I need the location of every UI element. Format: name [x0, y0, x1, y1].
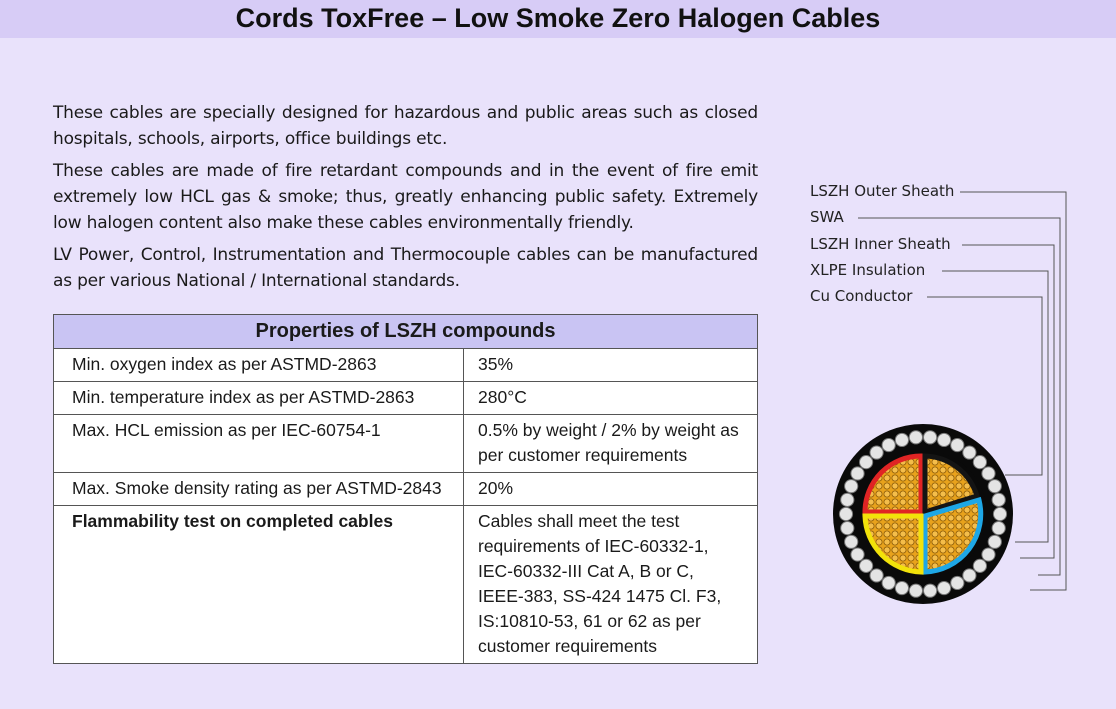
- cable-cross-section-diagram: [800, 170, 1100, 635]
- intro-paragraph: These cables are specially designed for hazardous and public areas such as closed hospitals, schools, airports, office buildings etc.: [53, 103, 758, 149]
- armour-wire: [937, 433, 950, 446]
- property-value: 35%: [464, 349, 758, 382]
- table-row: [54, 382, 758, 415]
- armour-wire: [963, 446, 976, 459]
- property-name: Max. Smoke density rating as per ASTMD-2843: [54, 473, 464, 506]
- armour-wire: [870, 446, 883, 459]
- armour-wire: [870, 569, 883, 582]
- armour-wire: [963, 569, 976, 582]
- intro-paragraph: LV Power, Control, Instrumentation and Thermocouple cables can be manufactured as per various National / International standards.: [53, 245, 758, 291]
- armour-wire: [992, 493, 1005, 506]
- armour-wire: [845, 535, 858, 548]
- property-value: Cables shall meet the test requirements of IEC-60332-1, IEC-60332-III Cat A, B or C, IEEE-383, SS-424 1475 Cl. F3, IS:10810-53, 61 or 62 as per customer requirements: [464, 506, 758, 664]
- label-xlpe-insulation: XLPE Insulation: [810, 261, 926, 279]
- armour-wire: [982, 548, 995, 561]
- cable-diagram-svg: [800, 170, 1100, 630]
- armour-wire: [851, 467, 864, 480]
- armour-wire: [951, 576, 964, 589]
- property-name: Min. temperature index as per ASTMD-2863: [54, 382, 464, 415]
- armour-wire: [982, 467, 995, 480]
- armour-wire: [860, 559, 873, 572]
- table-row: [54, 415, 758, 473]
- armour-wire: [993, 507, 1006, 520]
- label-cu-conductor: Cu Conductor: [810, 287, 913, 305]
- intro-paragraph: These cables are made of fire retardant compounds and in the event of fire emit extremely low HCL gas & smoke; thus, greatly enhancing public safety. Extremely low halogen content also make these cables environmentally friendly.: [53, 161, 758, 233]
- page-title: Cords ToxFree – Low Smoke Zero Halogen Cables: [0, 0, 1116, 38]
- property-value: 280°C: [464, 382, 758, 415]
- property-name: Min. oxygen index as per ASTMD-2863: [54, 349, 464, 382]
- armour-wire: [882, 438, 895, 451]
- armour-wire: [937, 581, 950, 594]
- armour-wire: [895, 433, 908, 446]
- properties-table: [53, 314, 758, 664]
- armour-wire: [909, 431, 922, 444]
- armour-wire: [973, 559, 986, 572]
- property-name: Flammability test on completed cables: [54, 506, 464, 664]
- table-row: [54, 506, 758, 664]
- armour-wire: [882, 576, 895, 589]
- armour-wire: [924, 584, 937, 597]
- label-inner-sheath: LSZH Inner Sheath: [810, 235, 951, 253]
- table-header: Properties of LSZH compounds: [54, 315, 758, 349]
- armour-wire: [992, 522, 1005, 535]
- table-row: [54, 349, 758, 382]
- cable-section: [833, 424, 1013, 604]
- armour-wire: [839, 507, 852, 520]
- armour-wire: [909, 584, 922, 597]
- armour-wire: [841, 493, 854, 506]
- intro-text: [53, 100, 758, 300]
- armour-wire: [860, 456, 873, 469]
- armour-wire: [988, 480, 1001, 493]
- label-swa: SWA: [810, 208, 844, 226]
- armour-wire: [841, 522, 854, 535]
- armour-wire: [845, 480, 858, 493]
- armour-wire: [924, 431, 937, 444]
- armour-wire: [951, 438, 964, 451]
- property-value: 0.5% by weight / 2% by weight as per customer requirements: [464, 415, 758, 473]
- property-name: Max. HCL emission as per IEC-60754-1: [54, 415, 464, 473]
- table-row: [54, 473, 758, 506]
- property-value: 20%: [464, 473, 758, 506]
- armour-wire: [988, 535, 1001, 548]
- armour-wire: [851, 548, 864, 561]
- armour-wire: [973, 456, 986, 469]
- armour-wire: [895, 581, 908, 594]
- label-outer-sheath: LSZH Outer Sheath: [810, 182, 955, 200]
